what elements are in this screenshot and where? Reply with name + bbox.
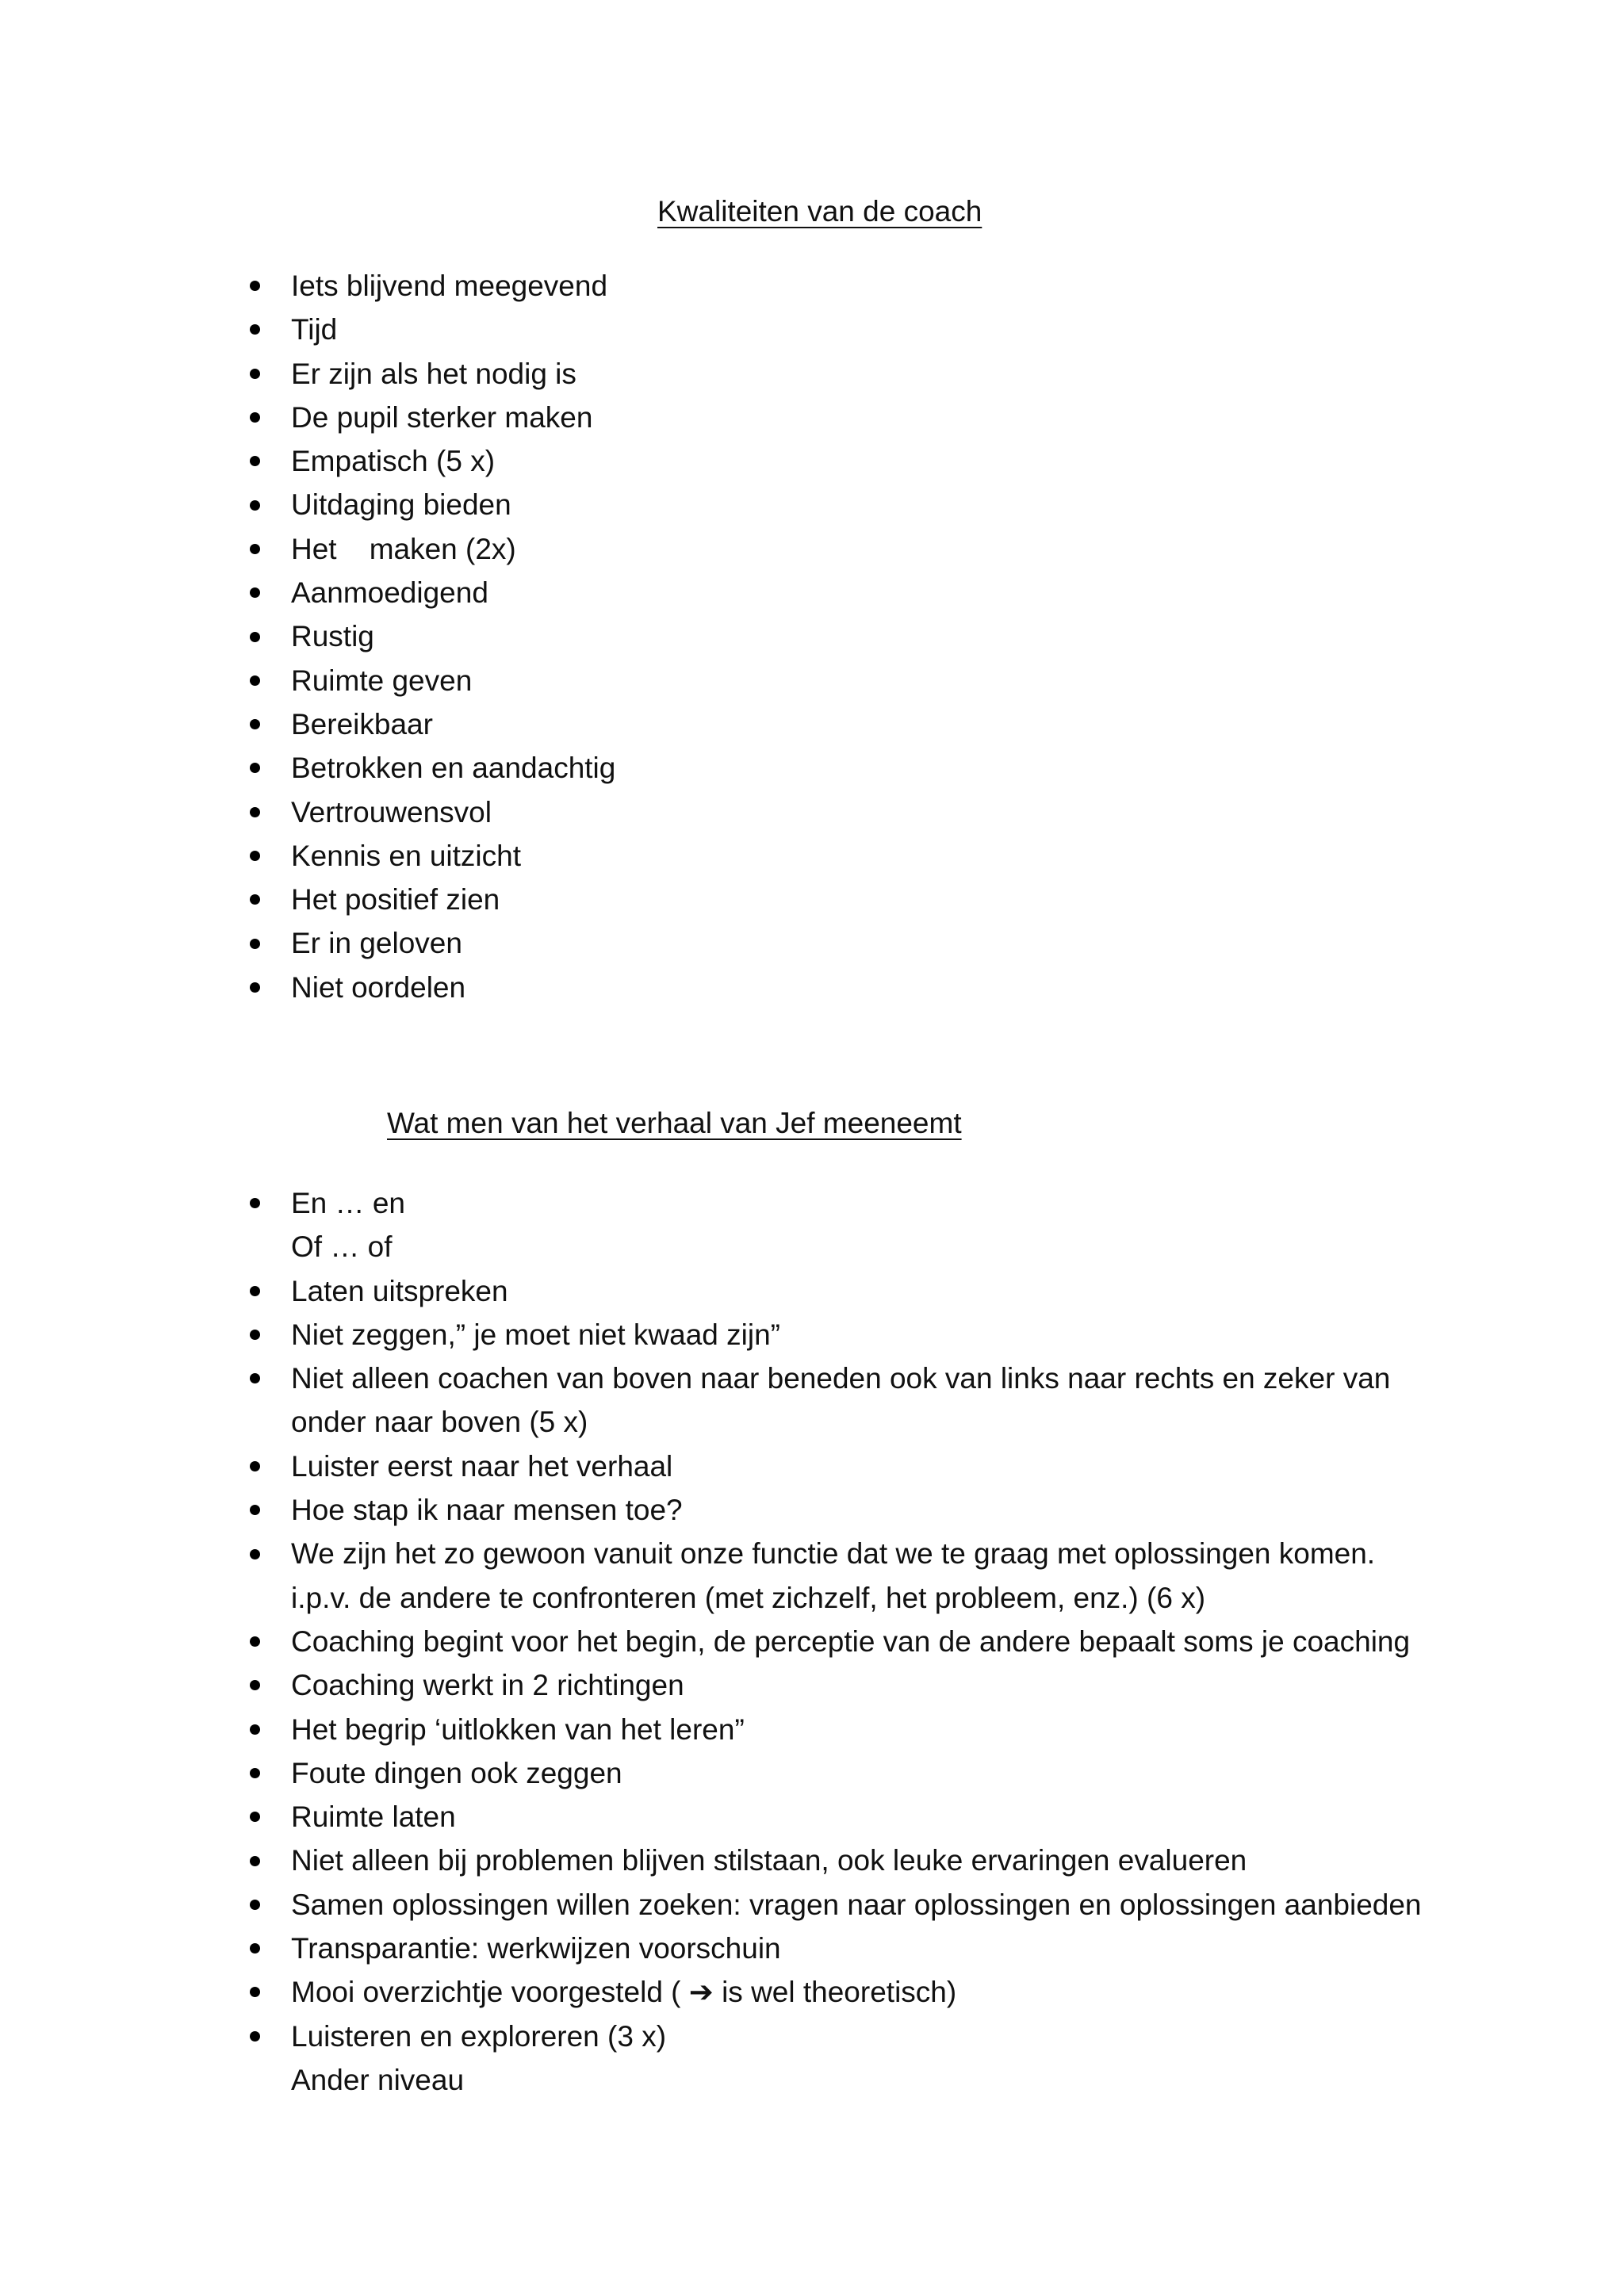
list-item: Luister eerst naar het verhaal — [0, 1445, 1433, 1488]
list-item: Betrokken en aandachtig — [0, 746, 1433, 790]
list-item: Empatisch (5 x) — [0, 439, 1433, 483]
bullet-icon — [248, 1181, 261, 1225]
bullet-icon — [248, 1357, 261, 1400]
bullet-icon — [248, 1663, 261, 1707]
bullet-icon — [248, 439, 261, 483]
bullet-icon — [248, 352, 261, 396]
bullet-icon — [248, 1883, 261, 1927]
bullet-icon — [248, 396, 261, 439]
right-arrow-icon: ➔ — [688, 1976, 714, 2009]
bullet-icon — [248, 264, 261, 308]
bullet-icon — [248, 571, 261, 614]
bullet-icon — [248, 527, 261, 571]
bullet-icon — [248, 746, 261, 790]
list-item: Rustig — [0, 614, 1433, 658]
list-item: Transparantie: werkwijzen voorschuin — [0, 1927, 1433, 1970]
list-item: Bereikbaar — [0, 702, 1433, 746]
bullet-icon — [248, 1708, 261, 1751]
list-item: Luisteren en exploreren (3 x) Ander niveau — [0, 2015, 1433, 2103]
bullet-icon — [248, 1313, 261, 1357]
list-item: Het positief zien — [0, 878, 1433, 921]
bullet-icon — [248, 834, 261, 878]
qualities-list — [0, 264, 1433, 1009]
list-item: Tijd — [0, 308, 1433, 351]
list-item: Iets blijvend meegevend — [0, 264, 1433, 308]
list-item: Niet zeggen,” je moet niet kwaad zijn” — [0, 1313, 1433, 1357]
list-item: Niet alleen coachen van boven naar beneden ook van links naar rechts en zeker van onder naar boven (5 x) — [0, 1357, 1433, 1445]
list-item: Uitdaging bieden — [0, 483, 1433, 526]
bullet-icon — [248, 659, 261, 702]
list-item: Laten uitspreken — [0, 1269, 1433, 1313]
list-item: Hoe stap ik naar mensen toe? — [0, 1488, 1433, 1532]
list-item: We zijn het zo gewoon vanuit onze functie dat we te graag met oplossingen komen. i.p.v. de andere te confronteren (met zichzelf, het probleem, enz.) (6 x) — [0, 1532, 1433, 1620]
list-item: Het maken (2x) — [0, 527, 1433, 571]
bullet-icon — [248, 1839, 261, 1882]
bullet-icon — [248, 790, 261, 834]
list-item: Niet alleen bij problemen blijven stilstaan, ook leuke ervaringen evalueren — [0, 1839, 1433, 1882]
list-item: Het begrip ‘uitlokken van het leren” — [0, 1708, 1433, 1751]
bullet-icon — [248, 483, 261, 526]
bullet-icon — [248, 921, 261, 965]
bullet-icon — [248, 1532, 261, 1575]
list-item: De pupil sterker maken — [0, 396, 1433, 439]
bullet-icon — [248, 1445, 261, 1488]
list-item: Mooi overzichtje voorgesteld ( ➔ is wel theoretisch) — [0, 1970, 1433, 2014]
list-item: En … en Of … of — [0, 1181, 1433, 1269]
bullet-icon — [248, 1269, 261, 1313]
bullet-icon — [248, 702, 261, 746]
bullet-icon — [248, 878, 261, 921]
section-heading-jef-story: Wat men van het verhaal van Jef meeneemt — [387, 1107, 962, 1139]
list-item: Coaching begint voor het begin, de perceptie van de andere bepaalt soms je coaching — [0, 1620, 1433, 1663]
section-heading-qualities: Kwaliteiten van de coach — [657, 195, 982, 228]
bullet-icon — [248, 1795, 261, 1839]
list-item: Er zijn als het nodig is — [0, 352, 1433, 396]
list-item: Foute dingen ook zeggen — [0, 1751, 1433, 1795]
list-item: Vertrouwensvol — [0, 790, 1433, 834]
bullet-icon — [248, 1751, 261, 1795]
list-item: Coaching werkt in 2 richtingen — [0, 1663, 1433, 1707]
list-item: Ruimte laten — [0, 1795, 1433, 1839]
bullet-icon — [248, 966, 261, 1009]
bullet-icon — [248, 614, 261, 658]
list-item: Ruimte geven — [0, 659, 1433, 702]
takeaways-list — [0, 1181, 1433, 2102]
bullet-icon — [248, 2015, 261, 2058]
list-item: Kennis en uitzicht — [0, 834, 1433, 878]
list-item: Samen oplossingen willen zoeken: vragen naar oplossingen en oplossingen aanbieden — [0, 1883, 1433, 1927]
list-item: Er in geloven — [0, 921, 1433, 965]
list-item: Aanmoedigend — [0, 571, 1433, 614]
bullet-icon — [248, 308, 261, 351]
bullet-icon — [248, 1927, 261, 1970]
list-item: Niet oordelen — [0, 966, 1433, 1009]
bullet-icon — [248, 1970, 261, 2014]
bullet-icon — [248, 1620, 261, 1663]
bullet-icon — [248, 1488, 261, 1532]
